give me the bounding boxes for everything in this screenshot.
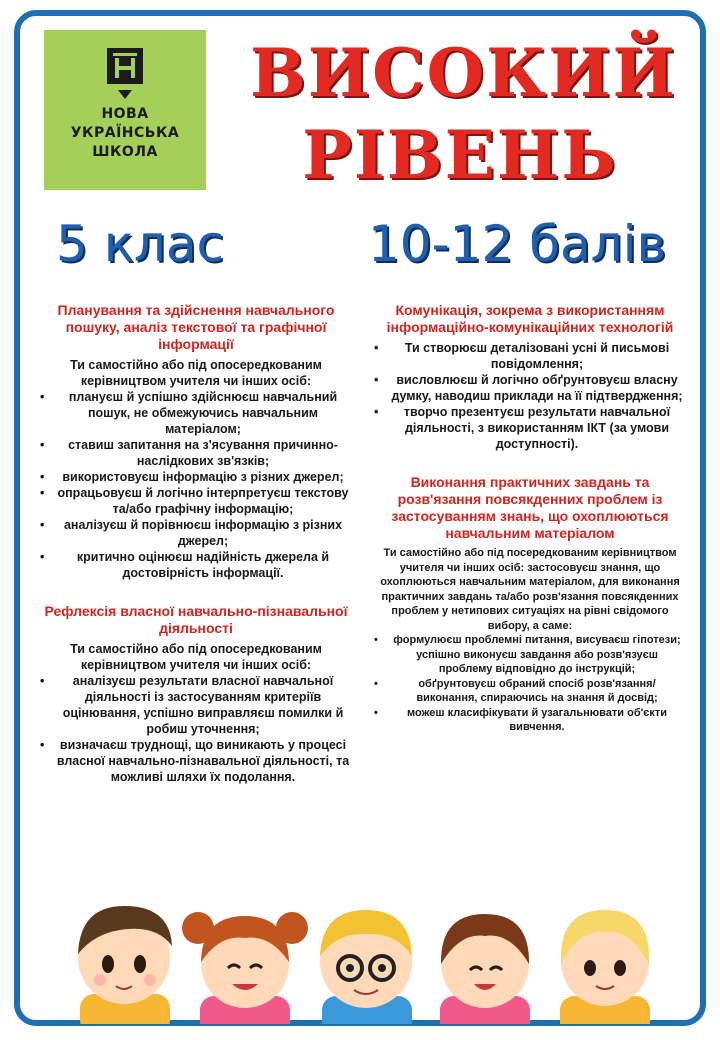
kid-3-icon xyxy=(320,910,412,1024)
section-title: Комунікація, зокрема з використанням інформаційно-комунікаційних технологій xyxy=(386,302,674,335)
nus-emblem-icon xyxy=(107,48,143,84)
logo-line-3: ШКОЛА xyxy=(92,144,158,160)
score-label: 10-12 балів xyxy=(368,215,666,273)
section-intro: Ти самостійно або під опосередкованим керівництвом учителя чи інших осіб: xyxy=(70,642,322,672)
section-title: Планування та здійснення навчального пошуку, аналіз текстової та графічної інформації xyxy=(57,302,335,352)
kid-4-icon xyxy=(440,914,530,1024)
list-item: • висловлюєш й логічно обґрунтовуєш власну думку, наводиш приклади на її підтвердження; xyxy=(370,372,690,404)
arrow-down-icon xyxy=(118,90,132,99)
list-item: • критично оцінюєш надійність джерела й достовірність інформації. xyxy=(36,549,356,581)
list-item: • плануєш й успішно здійснюєш навчальний пошук, не обмежуючись навчальним матеріалом; xyxy=(36,389,356,437)
class-label: 5 клас xyxy=(56,215,224,273)
list-item: • аналізуєш й порівнюєш інформацію з різних джерел; xyxy=(36,517,356,549)
list-item: • опрацьовуєш й логічно інтерпретуєш текстову та/або графічну інформацію; xyxy=(36,485,356,517)
criteria-list xyxy=(36,673,356,785)
criteria-list xyxy=(370,340,690,452)
list-item: • аналізуєш результати власної навчальної діяльності із застосуванням критеріїв оцінювання, успішно виправляєш помилки й робиш уточнення; xyxy=(36,673,356,737)
list-item: • творчо презентуєш результати навчальної діяльності, з використанням ІКТ (за умови доступності). xyxy=(370,404,690,452)
section-intro: Ти самостійно або під опосередкованим керівництвом учителя чи інших осіб: xyxy=(70,358,322,388)
list-item: • визначаєш труднощі, що виникають у процесі власної навчально-пізнавальної діяльності, та можливі шляхи їх подолання. xyxy=(36,737,356,785)
kid-2-icon xyxy=(182,912,308,1024)
logo-line-1: НОВА xyxy=(101,106,149,122)
right-column xyxy=(370,302,690,735)
logo-line-2: УКРАЇНСЬКА xyxy=(70,125,180,141)
section-intro: Ти самостійно або під посередкованим керівництвом учителя чи інших осіб: застосовуєш знання, що охоплюються навчальним матеріалом, для виконання практичних завдань та/або розв'язання повсякденних проблем у нетипових ситуаціях на рівні свідомого вибору, а саме: xyxy=(380,547,680,632)
left-column xyxy=(36,302,356,785)
list-item: • ставиш запитання на з'ясування причинно-наслідкових зв'язків; xyxy=(36,437,356,469)
kids-illustration xyxy=(60,884,660,1024)
title-line-2: РІВЕНЬ xyxy=(302,116,618,194)
kid-1-icon xyxy=(78,906,172,1024)
title-line-1: ВИСОКИЙ xyxy=(250,34,677,112)
list-item: • можеш класифікувати й узагальнювати об'єкти вивчення. xyxy=(370,706,690,735)
kid-5-icon xyxy=(560,910,650,1024)
nus-logo xyxy=(44,30,206,190)
list-item: • використовуєш інформацію з різних джерел; xyxy=(36,469,356,485)
criteria-list xyxy=(36,389,356,581)
criteria-list xyxy=(370,633,690,735)
list-item: • формулюєш проблемні питання, висуваєш гіпотези; успішно виконуєш завдання або розв'язуєш проблему відповідно до інструкцій; xyxy=(370,633,690,677)
list-item: • обґрунтовуєш обраний спосіб розв'язання/виконання, спираючись на знання й досвід; xyxy=(370,677,690,706)
section-title: Виконання практичних завдань та розв'язання повсякденних проблем із застосуванням знань, що охоплюються навчальним матеріалом xyxy=(391,474,669,541)
list-item: • Ти створюєш деталізовані усні й письмові повідомлення; xyxy=(370,340,690,372)
section-title: Рефлексія власної навчально-пізнавальної діяльності xyxy=(44,603,348,636)
